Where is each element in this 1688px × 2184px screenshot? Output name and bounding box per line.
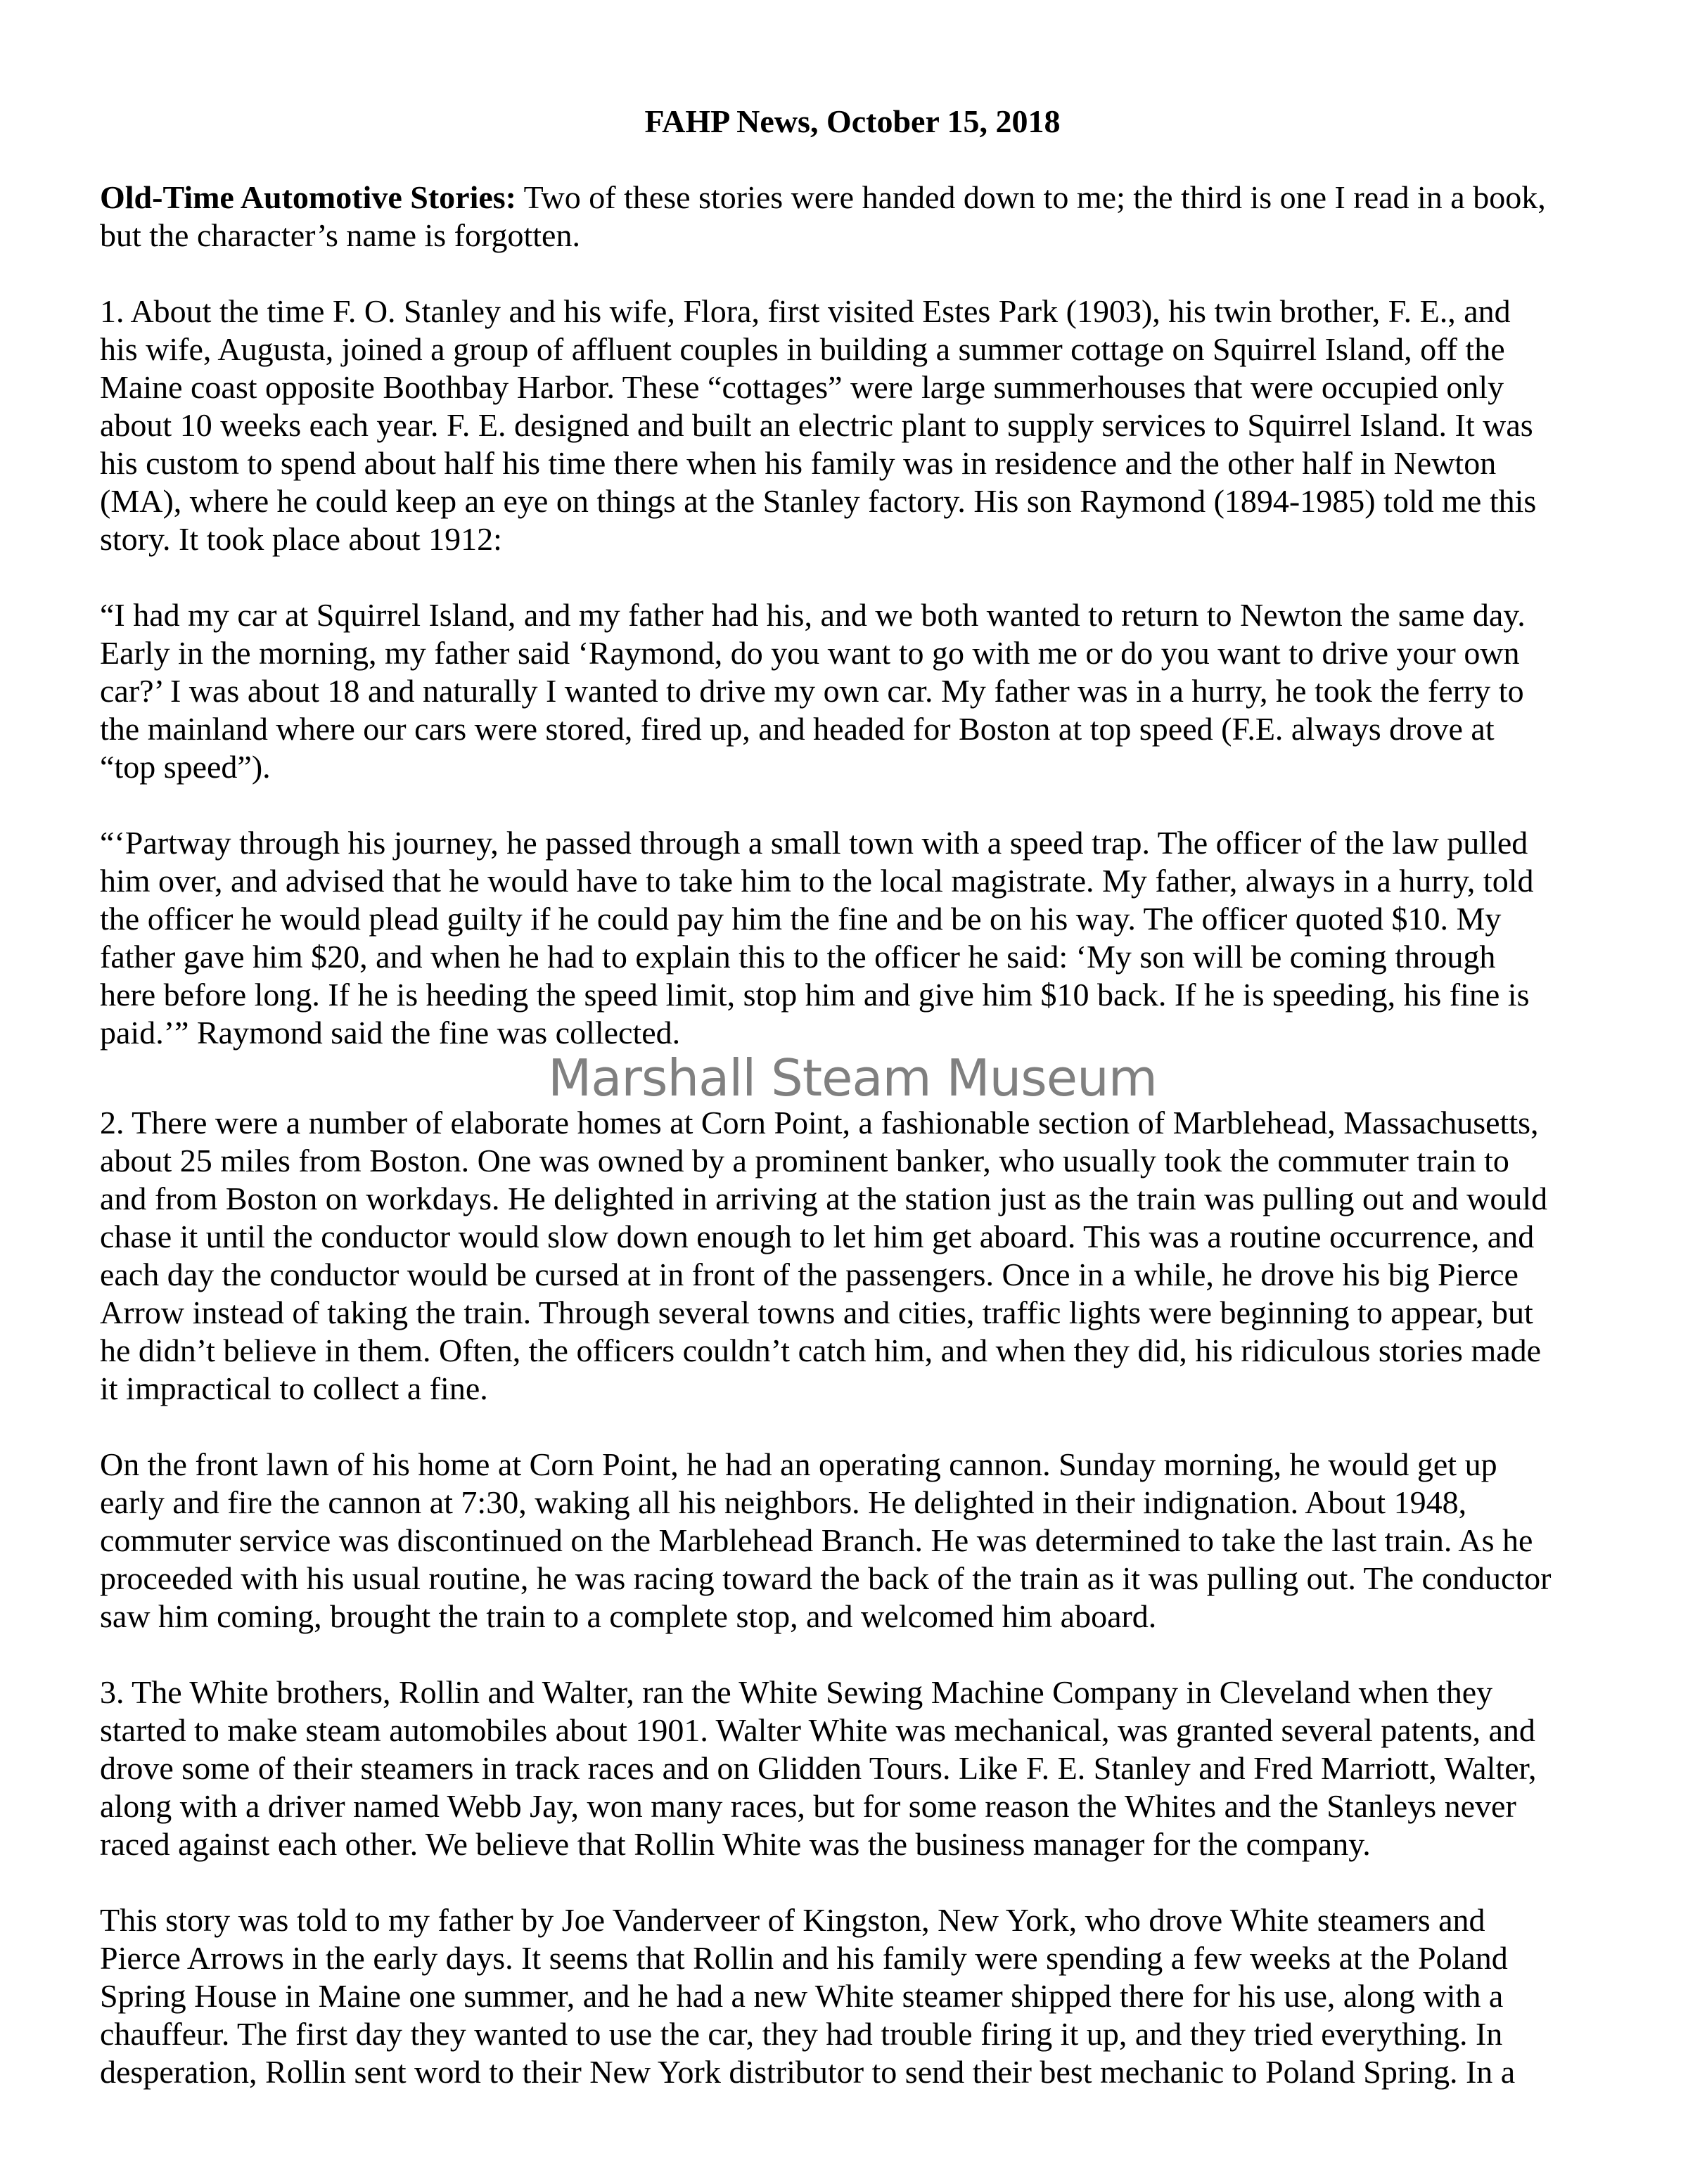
text-line: commuter service was discontinued on the Marblehead Branch. He was determined to take the last train. As he (100, 1522, 1533, 1558)
text-line: the officer he would plead guilty if he could pay him the fine and be on his way. The officer quoted $10. My (100, 901, 1502, 937)
text-line: each day the conductor would be cursed at in front of the passengers. Once in a while, he drove his big Pierce (100, 1257, 1518, 1292)
text-line: about 10 weeks each year. F. E. designed and built an electric plant to supply services to Squirrel Island. It was (100, 407, 1533, 443)
text-line: “‘Partway through his journey, he passed through a small town with a speed trap. The officer of the law pulled (100, 825, 1528, 861)
text-line: proceeded with his usual routine, he was racing toward the back of the train as it was pulling out. The conductor (100, 1560, 1552, 1596)
text-line: saw him coming, brought the train to a complete stop, and welcomed him aboard. (100, 1598, 1157, 1634)
text-line: 1. About the time F. O. Stanley and his wife, Flora, first visited Estes Park (1903), his twin brother, F. E., and (100, 293, 1511, 329)
text-line: Early in the morning, my father said ‘Raymond, do you want to go with me or do you want to drive your own (100, 635, 1520, 671)
text-line: it impractical to collect a fine. (100, 1370, 488, 1406)
text-line: Spring House in Maine one summer, and he had a new White steamer shipped there for his use, along with a (100, 1978, 1504, 2014)
text-line: chase it until the conductor would slow down enough to let him get aboard. This was a routine occurrence, and (100, 1219, 1535, 1254)
story-paragraph (100, 596, 1605, 786)
newsletter-title: FAHP News, October 15, 2018 (644, 103, 1061, 139)
text-line: along with a driver named Webb Jay, won many races, but for some reason the Whites and the Stanleys never (100, 1788, 1516, 1824)
story-paragraph (100, 1446, 1605, 1636)
text-line: early and fire the cannon at 7:30, waking all his neighbors. He delighted in their indignation. About 1948, (100, 1484, 1467, 1520)
text-line: paid.’” Raymond said the fine was collected. (100, 1015, 681, 1051)
text-line: started to make steam automobiles about 1901. Walter White was mechanical, was granted several patents, and (100, 1712, 1535, 1748)
text-line: (MA), where he could keep an eye on things at the Stanley factory. His son Raymond (1894-1985) told me this (100, 483, 1537, 519)
text-line: “top speed”). (100, 749, 271, 785)
text-line: and from Boston on workdays. He delighted in arriving at the station just as the train was pulling out and would (100, 1181, 1548, 1216)
text-line: drove some of their steamers in track races and on Glidden Tours. Like F. E. Stanley and Fred Marriott, Walter, (100, 1750, 1537, 1786)
text-line: Arrow instead of taking the train. Through several towns and cities, traffic lights were beginning to appear, but (100, 1295, 1533, 1330)
story-body (100, 293, 1605, 2091)
text-line: Pierce Arrows in the early days. It seems that Rollin and his family were spending a few weeks at the Poland (100, 1940, 1508, 1976)
story-paragraph (100, 1674, 1605, 1863)
watermark: Marshall Steam Museum (548, 1048, 1157, 1107)
text-line: him over, and advised that he would have to take him to the local magistrate. My father, always in a hurry, told (100, 863, 1534, 899)
document-page (100, 103, 1605, 2129)
intro-line: but the character’s name is forgotten. (100, 217, 580, 253)
text-line: about 25 miles from Boston. One was owned by a prominent banker, who usually took the commuter train to (100, 1143, 1509, 1178)
text-line: his wife, Augusta, joined a group of affluent couples in building a summer cottage on Squirrel Island, off the (100, 331, 1505, 367)
text-line: This story was told to my father by Joe Vanderveer of Kingston, New York, who drove White steamers and (100, 1902, 1485, 1938)
intro-line: Old-Time Automotive Stories: Two of these stories were handed down to me; the third is one I read in a book, (100, 179, 1546, 215)
story-paragraph (100, 824, 1605, 1052)
text-line: Maine coast opposite Boothbay Harbor. These “cottages” were large summerhouses that were occupied only (100, 369, 1504, 405)
story-paragraph (100, 1104, 1605, 1408)
text-line: father gave him $20, and when he had to explain this to the officer he said: ‘My son will be coming through (100, 939, 1496, 975)
text-line: he didn’t believe in them. Often, the officers couldn’t catch him, and when they did, his ridiculous stories made (100, 1332, 1542, 1368)
intro-paragraph (100, 179, 1605, 255)
text-line: “I had my car at Squirrel Island, and my father had his, and we both wanted to return to Newton the same day. (100, 597, 1526, 633)
text-line: car?’ I was about 18 and naturally I wanted to drive my own car. My father was in a hurry, he took the ferry to (100, 673, 1524, 709)
text-line: his custom to spend about half his time there when his family was in residence and the other half in Newton (100, 445, 1497, 481)
text-line: raced against each other. We believe that Rollin White was the business manager for the company. (100, 1826, 1371, 1862)
intro-heading: Old-Time Automotive Stories: (100, 179, 516, 215)
story-paragraph (100, 293, 1605, 558)
text-line: On the front lawn of his home at Corn Point, he had an operating cannon. Sunday morning, he would get up (100, 1446, 1497, 1482)
text-line: story. It took place about 1912: (100, 521, 502, 557)
text-line: 2. There were a number of elaborate homes at Corn Point, a fashionable section of Marblehead, Massachusetts, (100, 1105, 1539, 1141)
text-line: chauffeur. The first day they wanted to use the car, they had trouble firing it up, and they tried everything. In (100, 2016, 1503, 2052)
text-line: desperation, Rollin sent word to their New York distributor to send their best mechanic to Poland Spring. In a (100, 2054, 1516, 2090)
text-line: the mainland where our cars were stored, fired up, and headed for Boston at top speed (F.E. always drove at (100, 711, 1495, 747)
text-line: here before long. If he is heeding the speed limit, stop him and give him $10 back. If he is speeding, his fine is (100, 977, 1530, 1013)
story-paragraph (100, 1901, 1605, 2091)
text-line: 3. The White brothers, Rollin and Walter, ran the White Sewing Machine Company in Cleveland when they (100, 1674, 1493, 1710)
